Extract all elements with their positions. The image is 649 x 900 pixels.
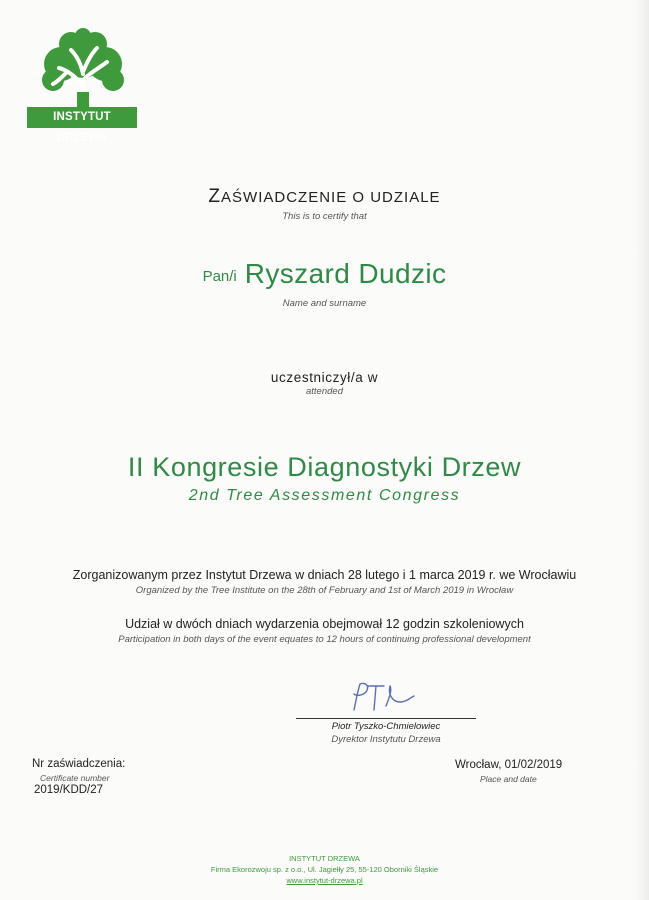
event-title: II Kongresie Diagnostyki Drzew — [127, 452, 522, 482]
signature — [348, 680, 418, 721]
footer-website-link[interactable]: www.instytut-drzewa.pl — [286, 876, 363, 885]
recipient-row — [0, 258, 649, 290]
attended-subtitle: attended — [306, 386, 343, 397]
title-initial: Z — [208, 186, 222, 207]
name-prefix: Pan/i — [202, 268, 237, 285]
place-and-date-label: Place and date — [480, 774, 537, 784]
organized-text: Zorganizowanym przez Instytut Drzewa w dniach 28 lutego i 1 marca 2019 r. we Wrocławiu — [72, 568, 577, 582]
title-subtitle: This is to certify that — [282, 211, 367, 222]
signature-line — [296, 718, 476, 719]
logo-text: INSTYTUT DRZEWA — [27, 107, 137, 128]
certificate-number-label: Nr zaświadczenia: — [32, 758, 126, 770]
certificate-number: 2019/KDD/27 — [34, 784, 104, 796]
certificate-number-sublabel: Certificate number — [40, 773, 110, 783]
event-title-english: 2nd Tree Assessment Congress — [188, 487, 461, 504]
tree-logo-icon — [37, 28, 129, 110]
participation-text: Udział w dwóch dniach wydarzenia obejmował 12 godzin szkoleniowych — [125, 617, 524, 631]
participation-subtitle: Participation in both days of the event equates to 12 hours of continuing professional development — [118, 634, 531, 645]
recipient-name: Ryszard Dudzic — [244, 258, 447, 289]
place-and-date: Wrocław, 01/02/2019 — [455, 759, 563, 771]
certificate-title — [0, 186, 649, 208]
title-rest: AŚWIADCZENIE O UDZIALE — [221, 189, 441, 206]
signatory-name: Piotr Tyszko-Chmielowiec — [331, 721, 441, 732]
name-subtitle: Name and surname — [282, 298, 367, 309]
institute-logo — [27, 28, 137, 144]
signatory-role: Dyrektor Instytutu Drzewa — [331, 734, 441, 745]
attended-text: uczestniczył/a w — [270, 370, 379, 385]
footer-company: INSTYTUT DRZEWA — [289, 854, 360, 863]
page-edge-shadow — [635, 0, 649, 900]
footer-address: Firma Ekorozwoju sp. z o.o., Ul. Jagiełły 25, 55-120 Oborniki Śląskie — [210, 865, 439, 874]
organized-subtitle: Organized by the Tree Institute on the 28th of February and 1st of March 2019 in Wrocław — [135, 585, 514, 596]
